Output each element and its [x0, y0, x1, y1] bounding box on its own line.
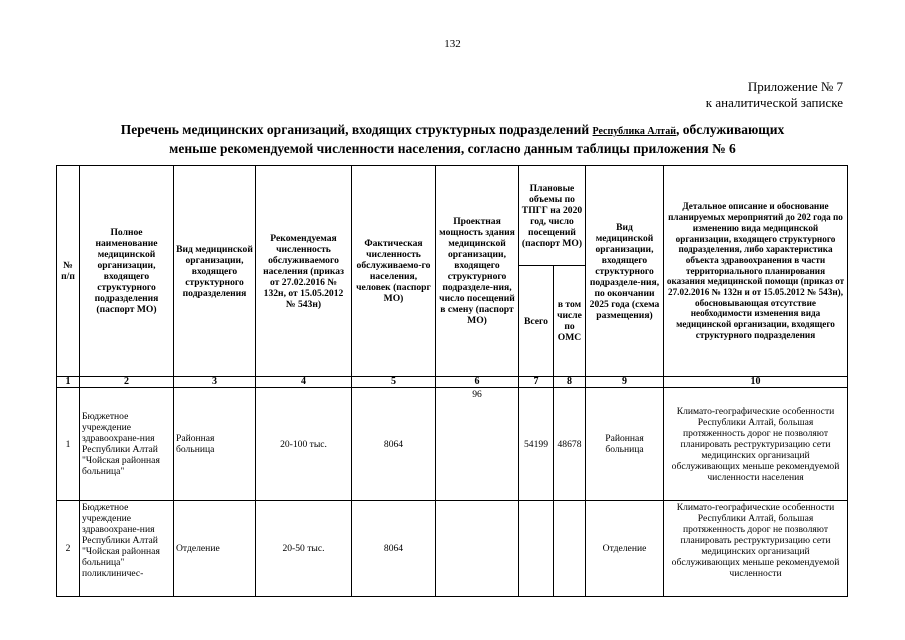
document-title — [60, 121, 845, 157]
header-planned-total: Всего — [519, 266, 554, 377]
row-capacity — [436, 501, 519, 597]
row-type-2025: Отделение — [586, 501, 664, 597]
header-type: Вид медицинской организации, входящего структурного подразделения — [174, 166, 256, 377]
page-number: 132 — [444, 38, 461, 50]
column-number: 5 — [352, 377, 436, 388]
title-part-1: Перечень медицинских организаций, входящих структурных подразделений — [120, 122, 593, 137]
column-number: 7 — [519, 377, 554, 388]
row-planned-total — [519, 501, 554, 597]
title-line-2: меньше рекомендуемой численности населения, согласно данным таблицы приложения № 6 — [169, 141, 736, 156]
row-planned-oms: 48678 — [554, 388, 586, 501]
table-row — [57, 388, 848, 501]
row-name: Бюджетное учреждение здравоохране-ния Республики Алтай "Чойская районная больница" поликлиничес- — [80, 501, 174, 597]
row-description: Климато-географические особенности Республики Алтай, большая протяженность дорог не позволяют планировать реструктуризацию сети медицинских организаций обслуживающих меньше рекомендуемой численности населения — [664, 388, 848, 501]
header-num: № п/п — [57, 166, 80, 377]
column-number: 1 — [57, 377, 80, 388]
row-recommended: 20-100 тыс. — [256, 388, 352, 501]
row-type: Районная больница — [174, 388, 256, 501]
row-type: Отделение — [174, 501, 256, 597]
row-num: 1 — [57, 388, 80, 501]
row-planned-oms — [554, 501, 586, 597]
header-planned: Плановые объемы по ТПГГ на 2020 год, число посещений (паспорт МО) — [519, 166, 586, 266]
header-actual: Фактическая численность обслуживаемо-го населения, человек (паспорг МО) — [352, 166, 436, 377]
appendix-line-1: Приложение № 7 — [747, 79, 843, 94]
column-number: 9 — [586, 377, 664, 388]
row-recommended: 20-50 тыс. — [256, 501, 352, 597]
row-type-2025: Районная больница — [586, 388, 664, 501]
row-num: 2 — [57, 501, 80, 597]
column-number-row — [57, 377, 848, 388]
organizations-table — [56, 165, 848, 597]
header-planned-oms: в том числе по ОМС — [554, 266, 586, 377]
row-capacity: 96 — [436, 388, 519, 501]
header-recommended: Рекомендуемая численность обслуживаемого населения (приказ от 27.02.2016 № 132н, от 15.05.2012 № 543н) — [256, 166, 352, 377]
column-number: 3 — [174, 377, 256, 388]
column-number: 2 — [80, 377, 174, 388]
column-number: 6 — [436, 377, 519, 388]
row-description: Климато-географические особенности Республики Алтай, большая протяженность дорог не позволяют планировать реструктуризацию сети медицинских организаций обслуживающих меньше рекомендуемой численности — [664, 501, 848, 597]
row-name: Бюджетное учреждение здравоохране-ния Республики Алтай "Чойская районная больница" — [80, 388, 174, 501]
header-description: Детальное описание и обоснование планируемых мероприятий до 202 года по изменению вида медицинской организации, входящего структурного подразделения, либо характеристика объекта здравоохранения в части территориального планирования оказания медицинской помощи (приказ от 27.02.2016 № 132н и от 15.05.2012 № 543н), обосновывающая отсутствие необходимости изменения вида медицинской организации, входящего структурного подразделения — [664, 166, 848, 377]
column-number: 8 — [554, 377, 586, 388]
row-planned-total: 54199 — [519, 388, 554, 501]
title-part-2: , обслуживающих — [675, 122, 785, 137]
header-name: Полное наименование медицинской организации, входящего структурного подразделения (паспорт МО) — [80, 166, 174, 377]
appendix-line-2: к аналитической записке — [705, 95, 843, 110]
column-number: 10 — [664, 377, 848, 388]
header-type-2025: Вид медицинской организации, входящего структурного подразделе-ния, по окончании 2025 года (схема размещения) — [586, 166, 664, 377]
title-region: Республика Алтай — [592, 126, 676, 137]
column-number: 4 — [256, 377, 352, 388]
header-capacity: Проектная мощность здания медицинской организации, входящего структурного подразделе-ния, число посещений в смену (паспорт МО) — [436, 166, 519, 377]
row-actual: 8064 — [352, 388, 436, 501]
appendix-note — [706, 79, 843, 111]
row-actual: 8064 — [352, 501, 436, 597]
table-row — [57, 501, 848, 597]
